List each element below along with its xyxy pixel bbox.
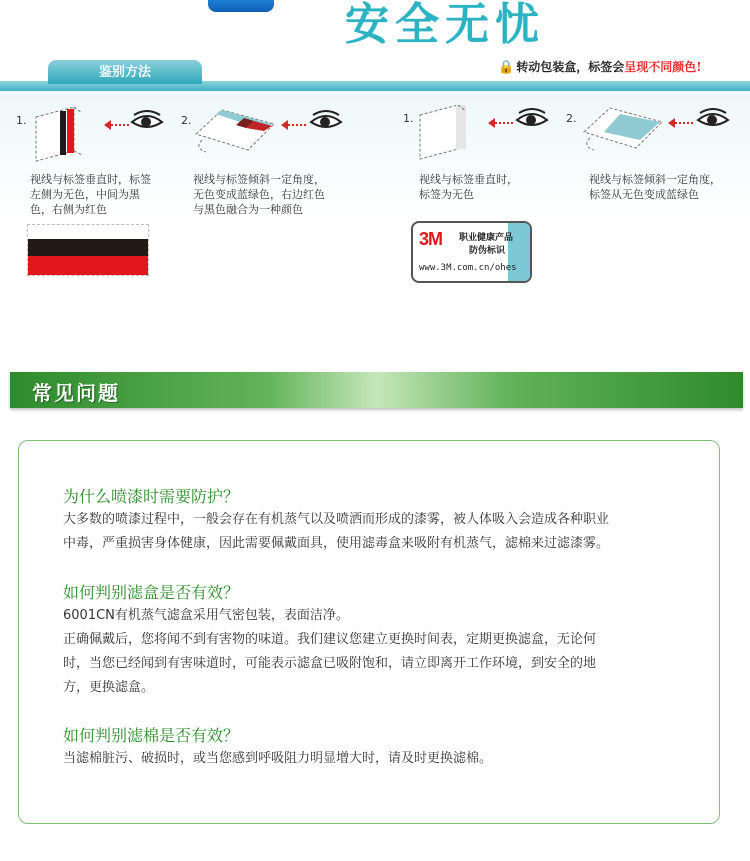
label-line-2: 防伪标识 [469,246,506,256]
label-tilted-view-illustration [580,102,664,154]
eye-icon [309,110,343,134]
step-number: 2. [181,114,192,127]
3m-anti-counterfeit-label [411,221,532,283]
arrow-line [288,124,306,126]
arrow-left-icon [104,120,111,130]
arrow-line [495,122,513,124]
label-tilted-view-illustration [192,104,276,156]
faq-title: 常见问题 [32,381,120,405]
faq-answer: 大多数的喷漆过程中，一般会存在有机蒸气以及喷洒而形成的漆雾，被人体吸入会造成各种职业 中毒，严重损害身体健康，因此需要佩戴面具，使用滤毒盒来吸附有机蒸气，滤棉来过滤漆雾。 [63,512,610,551]
notice-highlight: 呈现不同颜色! [624,60,702,74]
3m-logo: 3M [419,229,443,249]
arrow-left-icon [488,118,495,128]
faq-question: 如何判别滤棉是否有效？ [63,726,240,745]
arrow-left-icon [668,118,675,128]
label-line-1: 职业健康产品 [459,233,514,243]
step-number: 1. [16,114,27,127]
faq-question: 为什么喷漆时需要防护？ [63,487,240,506]
product-box-graphic [208,0,274,12]
rotate-notice [498,58,701,75]
color-sample-swatch [27,224,149,276]
label-front-view-illustration [30,103,90,165]
arrow-line [111,124,129,126]
step-description: 视线与标签倾斜一定角度， 无色变成蓝绿色，右边红色 与黑色融合为一种颜色 [193,173,325,216]
section-tab: 鉴别方法 [48,60,202,84]
eye-icon [515,108,549,132]
lock-icon: 🔒 [498,60,515,75]
hero-title: 安全无忧 [345,0,545,50]
label-url: www.3M.com.cn/ohes [419,263,517,273]
step-description: 视线与标签倾斜一定角度， 标签从无色变成蓝绿色 [589,173,721,201]
eye-icon [696,108,730,132]
arrow-left-icon [281,120,288,130]
faq-answer: 当滤棉脏污、破损时，或当您感到呼吸阻力明显增大时，请及时更换滤棉。 [63,751,493,766]
label-front-view-illustration [416,101,474,161]
eye-icon [130,110,164,134]
faq-answer: 6001CN有机蒸气滤盒采用气密包装，表面洁净。 正确佩戴后，您将闻不到有害物的味道。我们建议您建立更换时间表，定期更换滤盒，无论何 时，当您已经闻到有害味道时，可能表示滤盒已吸附饱和，请立即离开工作环境，到安全的地 方，更换滤盒。 [63,608,597,695]
faq-question: 如何判别滤盒是否有效？ [63,583,240,602]
step-number: 1. [403,112,414,125]
arrow-line [675,122,693,124]
step-description: 视线与标签垂直时，标签 左侧为无色，中间为黑 色，右侧为红色 [30,173,151,216]
step-description: 视线与标签垂直时， 标签为无色 [419,173,518,201]
step-number: 2. [566,112,577,125]
notice-text: 转动包装盒，标签会 [516,60,625,74]
